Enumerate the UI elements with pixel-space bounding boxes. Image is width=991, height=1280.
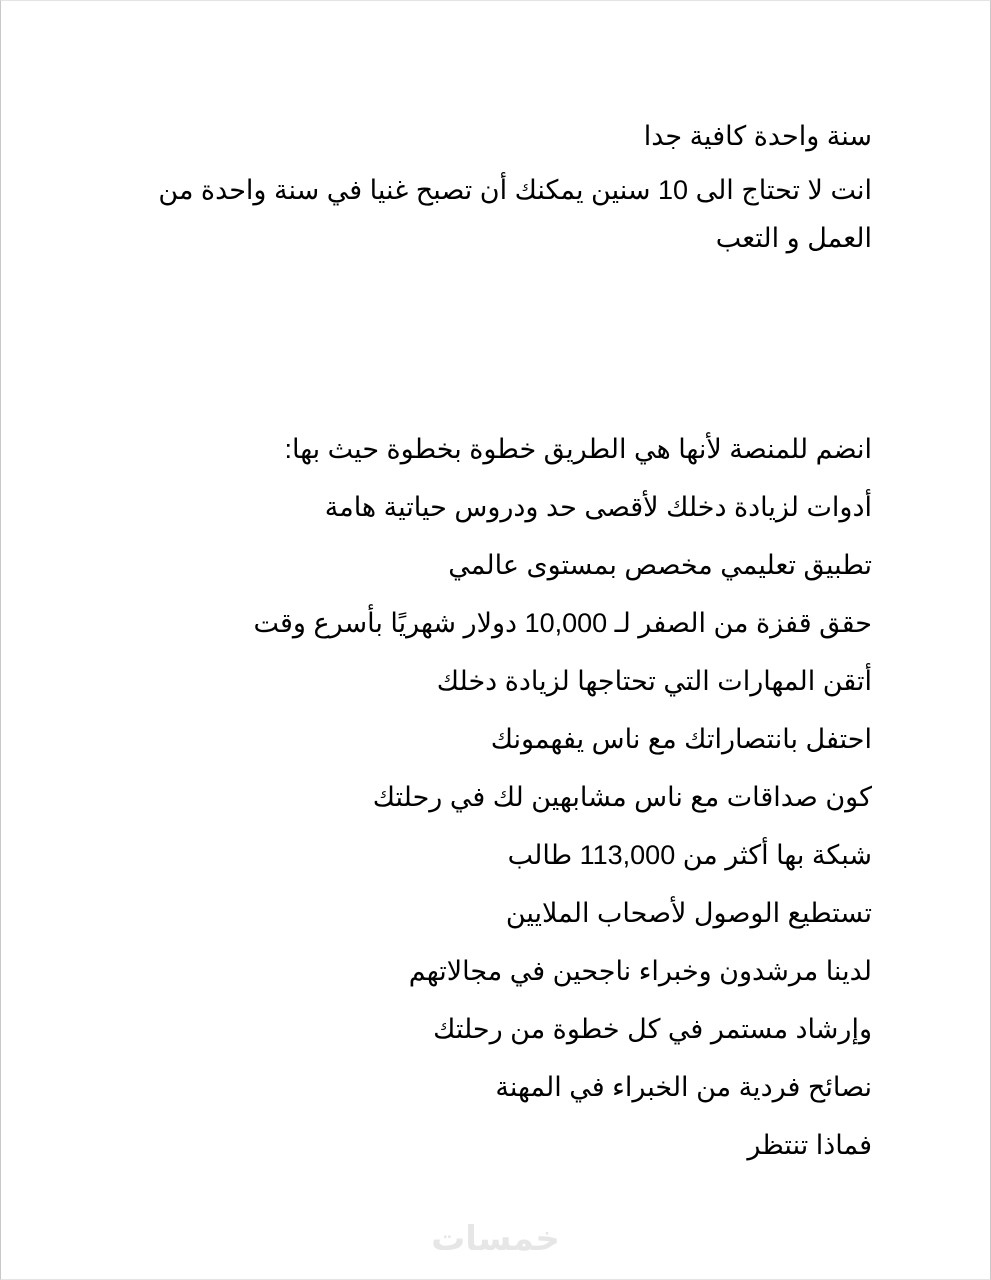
intro-section bbox=[112, 112, 872, 262]
feature-item: نصائح فردية من الخبراء في المهنة bbox=[495, 1072, 872, 1102]
feature-item: أدوات لزيادة دخلك لأقصى حد ودروس حياتية هامة bbox=[324, 492, 872, 522]
features-heading: انضم للمنصة لأنها هي الطريق خطوة بخطوة حيث بها: bbox=[284, 434, 872, 464]
feature-item: لدينا مرشدون وخبراء ناجحين في مجالاتهم bbox=[408, 956, 872, 986]
intro-title: سنة واحدة كافية جدا bbox=[643, 121, 872, 151]
feature-item: تطبيق تعليمي مخصص بمستوى عالمي bbox=[448, 550, 872, 580]
intro-paragraph: انت لا تحتاج الى 10 سنين يمكنك أن تصبح غنيا في سنة واحدة من العمل و التعب bbox=[158, 175, 872, 253]
feature-item: احتفل بانتصاراتك مع ناس يفهمونك bbox=[490, 724, 872, 754]
features-closing: فماذا تنتظر bbox=[747, 1130, 872, 1160]
watermark-logo: خمسات bbox=[431, 1220, 560, 1258]
features-section bbox=[112, 432, 872, 1186]
feature-item: وإرشاد مستمر في كل خطوة من رحلتك bbox=[433, 1014, 872, 1044]
feature-item: شبكة بها أكثر من 113,000 طالب bbox=[507, 840, 872, 870]
feature-item: تستطيع الوصول لأصحاب الملايين bbox=[505, 898, 872, 928]
feature-item: كون صداقات مع ناس مشابهين لك في رحلتك bbox=[372, 782, 872, 812]
feature-item: حقق قفزة من الصفر لـ 10,000 دولار شهريًا بأسرع وقت bbox=[253, 608, 872, 638]
feature-item: أتقن المهارات التي تحتاجها لزيادة دخلك bbox=[436, 666, 872, 696]
